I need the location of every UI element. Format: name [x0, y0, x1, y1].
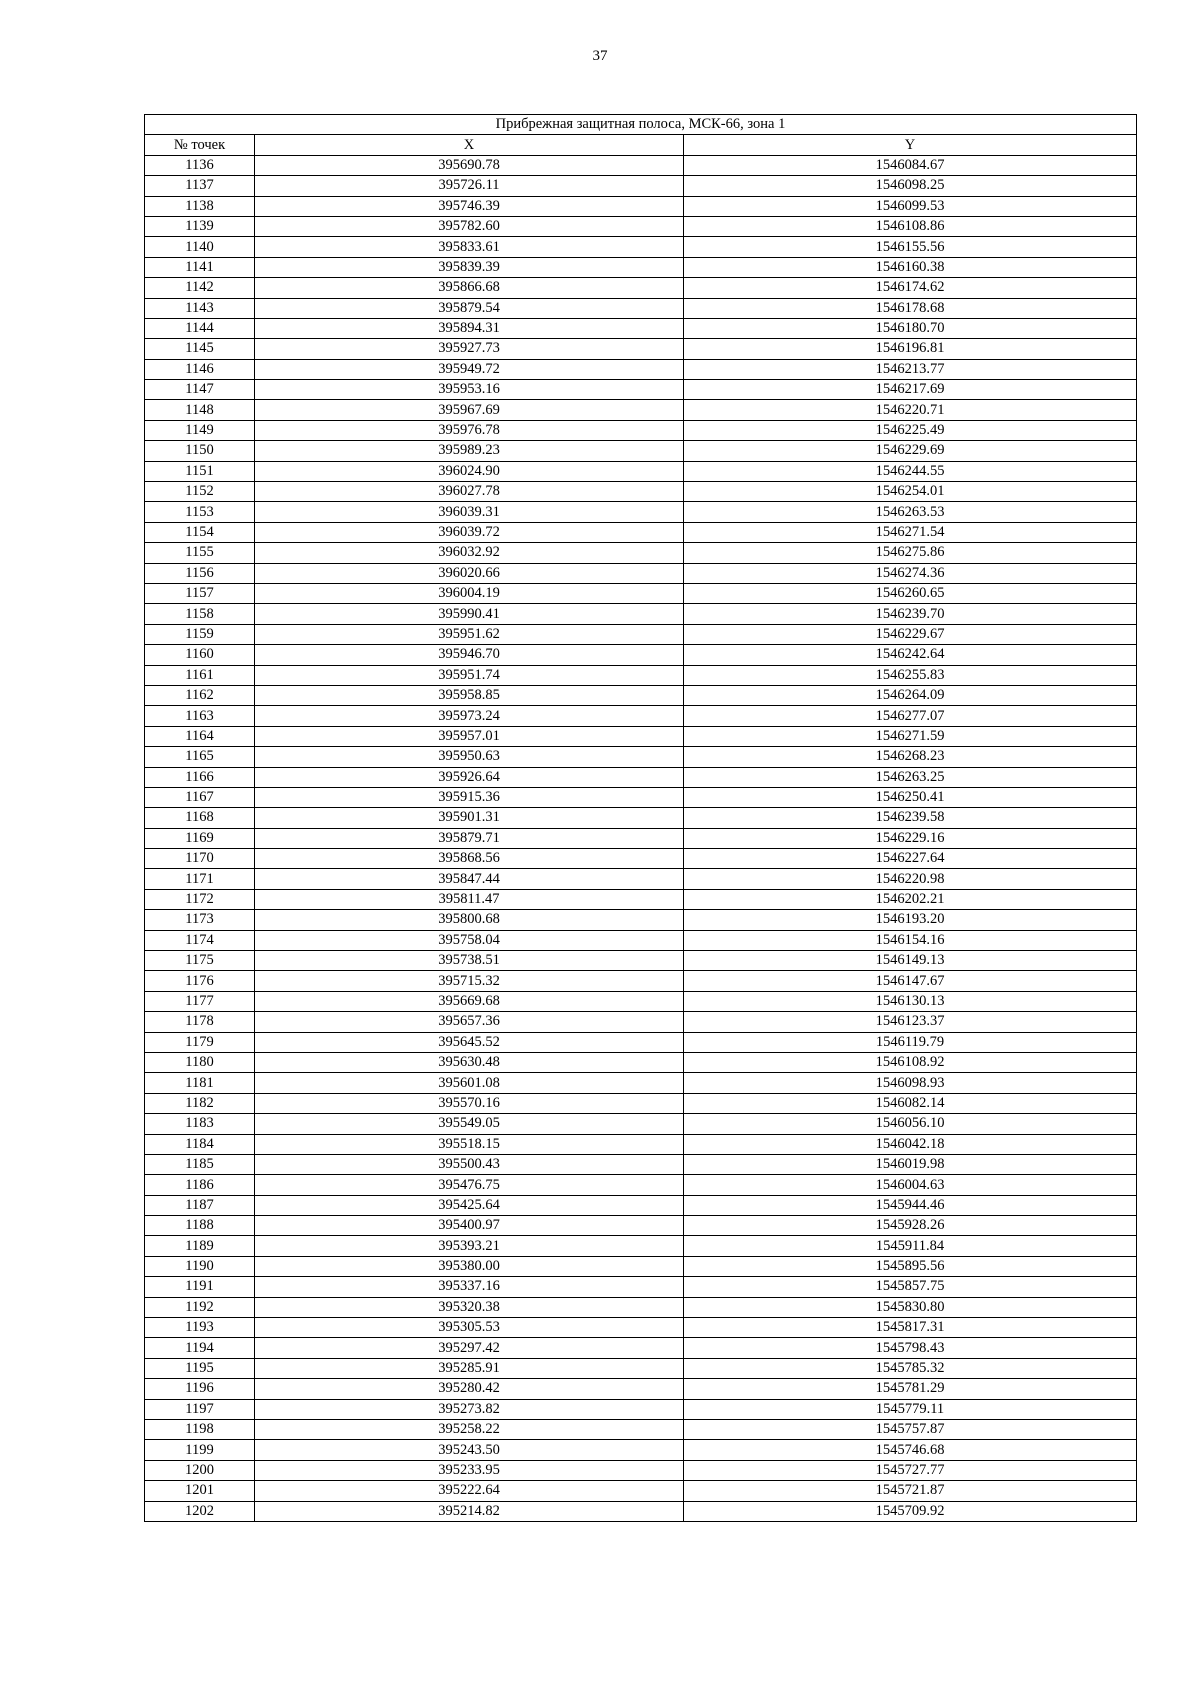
table-row	[145, 1277, 1137, 1297]
cell-point-number: 1160	[145, 645, 255, 665]
cell-x: 395782.60	[255, 216, 684, 236]
cell-x: 395214.82	[255, 1501, 684, 1521]
cell-x: 395989.23	[255, 441, 684, 461]
cell-x: 395630.48	[255, 1052, 684, 1072]
cell-point-number: 1142	[145, 278, 255, 298]
cell-point-number: 1147	[145, 380, 255, 400]
table-row	[145, 237, 1137, 257]
cell-point-number: 1178	[145, 1012, 255, 1032]
table-row	[145, 339, 1137, 359]
table-row	[145, 176, 1137, 196]
cell-point-number: 1186	[145, 1175, 255, 1195]
cell-point-number: 1177	[145, 991, 255, 1011]
cell-point-number: 1148	[145, 400, 255, 420]
cell-y: 1546250.41	[684, 787, 1137, 807]
cell-x: 395833.61	[255, 237, 684, 257]
table-row	[145, 1501, 1137, 1521]
table-row	[145, 828, 1137, 848]
cell-y: 1546180.70	[684, 318, 1137, 338]
cell-point-number: 1191	[145, 1277, 255, 1297]
cell-y: 1546160.38	[684, 257, 1137, 277]
cell-point-number: 1158	[145, 604, 255, 624]
cell-y: 1546119.79	[684, 1032, 1137, 1052]
cell-x: 395879.54	[255, 298, 684, 318]
cell-point-number: 1163	[145, 706, 255, 726]
cell-point-number: 1140	[145, 237, 255, 257]
cell-x: 395233.95	[255, 1460, 684, 1480]
cell-y: 1545785.32	[684, 1358, 1137, 1378]
cell-x: 396027.78	[255, 482, 684, 502]
cell-point-number: 1196	[145, 1379, 255, 1399]
cell-point-number: 1137	[145, 176, 255, 196]
cell-point-number: 1156	[145, 563, 255, 583]
cell-x: 395967.69	[255, 400, 684, 420]
table-row	[145, 482, 1137, 502]
table-row	[145, 502, 1137, 522]
cell-point-number: 1174	[145, 930, 255, 950]
cell-point-number: 1153	[145, 502, 255, 522]
table-row	[145, 441, 1137, 461]
cell-y: 1545779.11	[684, 1399, 1137, 1419]
cell-point-number: 1201	[145, 1481, 255, 1501]
cell-point-number: 1190	[145, 1256, 255, 1276]
cell-point-number: 1150	[145, 441, 255, 461]
cell-y: 1546019.98	[684, 1154, 1137, 1174]
cell-x: 395866.68	[255, 278, 684, 298]
cell-x: 395222.64	[255, 1481, 684, 1501]
cell-y: 1546174.62	[684, 278, 1137, 298]
table-row	[145, 1114, 1137, 1134]
table-row	[145, 1358, 1137, 1378]
cell-y: 1546084.67	[684, 155, 1137, 175]
cell-y: 1546255.83	[684, 665, 1137, 685]
table-row	[145, 910, 1137, 930]
table-row	[145, 665, 1137, 685]
cell-y: 1546263.25	[684, 767, 1137, 787]
table-title: Прибрежная защитная полоса, МСК-66, зона 1	[145, 115, 1137, 135]
table-row	[145, 951, 1137, 971]
table-row	[145, 726, 1137, 746]
cell-point-number: 1144	[145, 318, 255, 338]
table-row	[145, 380, 1137, 400]
table-row	[145, 1195, 1137, 1215]
cell-point-number: 1139	[145, 216, 255, 236]
table-row	[145, 1420, 1137, 1440]
cell-y: 1546123.37	[684, 1012, 1137, 1032]
cell-point-number: 1138	[145, 196, 255, 216]
cell-y: 1546242.64	[684, 645, 1137, 665]
table-row	[145, 1134, 1137, 1154]
cell-y: 1546202.21	[684, 889, 1137, 909]
cell-y: 1546147.67	[684, 971, 1137, 991]
cell-point-number: 1188	[145, 1216, 255, 1236]
cell-point-number: 1155	[145, 543, 255, 563]
cell-y: 1545709.92	[684, 1501, 1137, 1521]
cell-y: 1546239.58	[684, 808, 1137, 828]
table-row	[145, 257, 1137, 277]
header-point-number: № точек	[145, 135, 255, 155]
table-row	[145, 1460, 1137, 1480]
cell-x: 395990.41	[255, 604, 684, 624]
table-row	[145, 991, 1137, 1011]
cell-x: 395973.24	[255, 706, 684, 726]
cell-point-number: 1151	[145, 461, 255, 481]
cell-x: 395758.04	[255, 930, 684, 950]
cell-x: 395957.01	[255, 726, 684, 746]
cell-x: 395400.97	[255, 1216, 684, 1236]
cell-x: 395337.16	[255, 1277, 684, 1297]
cell-y: 1546149.13	[684, 951, 1137, 971]
cell-x: 395953.16	[255, 380, 684, 400]
table-row	[145, 278, 1137, 298]
cell-x: 396004.19	[255, 583, 684, 603]
cell-x: 395958.85	[255, 685, 684, 705]
cell-x: 395320.38	[255, 1297, 684, 1317]
cell-y: 1546220.71	[684, 400, 1137, 420]
table-row	[145, 849, 1137, 869]
cell-point-number: 1198	[145, 1420, 255, 1440]
cell-point-number: 1192	[145, 1297, 255, 1317]
cell-point-number: 1202	[145, 1501, 255, 1521]
cell-x: 395949.72	[255, 359, 684, 379]
table-row	[145, 1379, 1137, 1399]
cell-y: 1545757.87	[684, 1420, 1137, 1440]
cell-y: 1546275.86	[684, 543, 1137, 563]
cell-y: 1545857.75	[684, 1277, 1137, 1297]
cell-point-number: 1149	[145, 420, 255, 440]
cell-x: 395243.50	[255, 1440, 684, 1460]
cell-x: 395500.43	[255, 1154, 684, 1174]
cell-y: 1546229.16	[684, 828, 1137, 848]
cell-y: 1546274.36	[684, 563, 1137, 583]
cell-x: 395738.51	[255, 951, 684, 971]
cell-x: 396032.92	[255, 543, 684, 563]
cell-x: 395811.47	[255, 889, 684, 909]
cell-point-number: 1154	[145, 522, 255, 542]
cell-x: 395868.56	[255, 849, 684, 869]
cell-x: 395690.78	[255, 155, 684, 175]
cell-point-number: 1168	[145, 808, 255, 828]
cell-point-number: 1173	[145, 910, 255, 930]
cell-point-number: 1152	[145, 482, 255, 502]
cell-y: 1546108.92	[684, 1052, 1137, 1072]
cell-x: 395901.31	[255, 808, 684, 828]
cell-y: 1546220.98	[684, 869, 1137, 889]
table-row	[145, 155, 1137, 175]
cell-point-number: 1176	[145, 971, 255, 991]
cell-x: 395927.73	[255, 339, 684, 359]
cell-y: 1546155.56	[684, 237, 1137, 257]
cell-y: 1546056.10	[684, 1114, 1137, 1134]
cell-x: 396024.90	[255, 461, 684, 481]
cell-x: 395669.68	[255, 991, 684, 1011]
table-row	[145, 1073, 1137, 1093]
cell-x: 395657.36	[255, 1012, 684, 1032]
cell-point-number: 1141	[145, 257, 255, 277]
cell-y: 1546229.69	[684, 441, 1137, 461]
cell-x: 395518.15	[255, 1134, 684, 1154]
table-row	[145, 1012, 1137, 1032]
table-row	[145, 1256, 1137, 1276]
table-row	[145, 1175, 1137, 1195]
cell-x: 395976.78	[255, 420, 684, 440]
table-row	[145, 420, 1137, 440]
cell-y: 1546193.20	[684, 910, 1137, 930]
table-row	[145, 706, 1137, 726]
header-x: X	[255, 135, 684, 155]
coordinates-table	[144, 114, 1137, 1522]
cell-y: 1546239.70	[684, 604, 1137, 624]
cell-y: 1546271.59	[684, 726, 1137, 746]
cell-x: 395715.32	[255, 971, 684, 991]
cell-point-number: 1184	[145, 1134, 255, 1154]
cell-point-number: 1143	[145, 298, 255, 318]
table-row	[145, 522, 1137, 542]
cell-x: 395951.62	[255, 624, 684, 644]
table-row	[145, 1216, 1137, 1236]
cell-point-number: 1195	[145, 1358, 255, 1378]
table-body	[145, 155, 1137, 1521]
cell-y: 1546178.68	[684, 298, 1137, 318]
cell-x: 395726.11	[255, 176, 684, 196]
cell-point-number: 1167	[145, 787, 255, 807]
cell-x: 395746.39	[255, 196, 684, 216]
cell-y: 1545928.26	[684, 1216, 1137, 1236]
table-row	[145, 889, 1137, 909]
table-row	[145, 767, 1137, 787]
cell-point-number: 1146	[145, 359, 255, 379]
cell-point-number: 1159	[145, 624, 255, 644]
cell-y: 1545944.46	[684, 1195, 1137, 1215]
table-row	[145, 563, 1137, 583]
cell-point-number: 1180	[145, 1052, 255, 1072]
table-row	[145, 685, 1137, 705]
cell-y: 1545721.87	[684, 1481, 1137, 1501]
cell-x: 395297.42	[255, 1338, 684, 1358]
table-row	[145, 583, 1137, 603]
cell-y: 1546004.63	[684, 1175, 1137, 1195]
cell-x: 395425.64	[255, 1195, 684, 1215]
cell-point-number: 1171	[145, 869, 255, 889]
cell-y: 1545911.84	[684, 1236, 1137, 1256]
cell-point-number: 1164	[145, 726, 255, 746]
cell-y: 1546154.16	[684, 930, 1137, 950]
table-row	[145, 971, 1137, 991]
cell-y: 1546217.69	[684, 380, 1137, 400]
table-row	[145, 787, 1137, 807]
cell-x: 395946.70	[255, 645, 684, 665]
table-row	[145, 1297, 1137, 1317]
table-row	[145, 1032, 1137, 1052]
cell-point-number: 1194	[145, 1338, 255, 1358]
table-row	[145, 930, 1137, 950]
table-row	[145, 1440, 1137, 1460]
cell-y: 1546244.55	[684, 461, 1137, 481]
cell-x: 395285.91	[255, 1358, 684, 1378]
table-header-row	[145, 135, 1137, 155]
cell-y: 1545895.56	[684, 1256, 1137, 1276]
table-row	[145, 1236, 1137, 1256]
cell-y: 1546196.81	[684, 339, 1137, 359]
cell-y: 1546264.09	[684, 685, 1137, 705]
cell-y: 1546229.67	[684, 624, 1137, 644]
table-row	[145, 543, 1137, 563]
cell-x: 395476.75	[255, 1175, 684, 1195]
table-row	[145, 400, 1137, 420]
table-row	[145, 1052, 1137, 1072]
cell-y: 1546130.13	[684, 991, 1137, 1011]
cell-point-number: 1165	[145, 747, 255, 767]
cell-point-number: 1193	[145, 1318, 255, 1338]
cell-y: 1546108.86	[684, 216, 1137, 236]
table-row	[145, 624, 1137, 644]
table-row	[145, 298, 1137, 318]
table-row	[145, 604, 1137, 624]
table-row	[145, 359, 1137, 379]
cell-point-number: 1161	[145, 665, 255, 685]
cell-point-number: 1157	[145, 583, 255, 603]
cell-point-number: 1187	[145, 1195, 255, 1215]
cell-y: 1546271.54	[684, 522, 1137, 542]
cell-point-number: 1179	[145, 1032, 255, 1052]
cell-x: 395570.16	[255, 1093, 684, 1113]
cell-y: 1546098.25	[684, 176, 1137, 196]
cell-x: 395915.36	[255, 787, 684, 807]
cell-x: 395280.42	[255, 1379, 684, 1399]
cell-x: 396039.72	[255, 522, 684, 542]
table-row	[145, 808, 1137, 828]
cell-x: 395601.08	[255, 1073, 684, 1093]
cell-x: 395273.82	[255, 1399, 684, 1419]
cell-x: 395951.74	[255, 665, 684, 685]
cell-x: 395258.22	[255, 1420, 684, 1440]
table-row	[145, 1399, 1137, 1419]
cell-y: 1546263.53	[684, 502, 1137, 522]
cell-y: 1545746.68	[684, 1440, 1137, 1460]
table-row	[145, 1154, 1137, 1174]
table-row	[145, 1338, 1137, 1358]
cell-x: 396020.66	[255, 563, 684, 583]
cell-x: 395950.63	[255, 747, 684, 767]
cell-x: 395879.71	[255, 828, 684, 848]
table-row	[145, 1093, 1137, 1113]
cell-y: 1546277.07	[684, 706, 1137, 726]
cell-y: 1546042.18	[684, 1134, 1137, 1154]
cell-point-number: 1197	[145, 1399, 255, 1419]
cell-x: 395894.31	[255, 318, 684, 338]
cell-y: 1545727.77	[684, 1460, 1137, 1480]
cell-point-number: 1182	[145, 1093, 255, 1113]
cell-point-number: 1166	[145, 767, 255, 787]
cell-y: 1545781.29	[684, 1379, 1137, 1399]
cell-y: 1546099.53	[684, 196, 1137, 216]
cell-y: 1546225.49	[684, 420, 1137, 440]
cell-y: 1546098.93	[684, 1073, 1137, 1093]
table-row	[145, 645, 1137, 665]
cell-x: 395839.39	[255, 257, 684, 277]
cell-x: 395549.05	[255, 1114, 684, 1134]
cell-point-number: 1136	[145, 155, 255, 175]
table-row	[145, 196, 1137, 216]
cell-y: 1546260.65	[684, 583, 1137, 603]
cell-point-number: 1169	[145, 828, 255, 848]
cell-point-number: 1172	[145, 889, 255, 909]
cell-x: 395645.52	[255, 1032, 684, 1052]
cell-point-number: 1183	[145, 1114, 255, 1134]
cell-x: 395380.00	[255, 1256, 684, 1276]
cell-y: 1545830.80	[684, 1297, 1137, 1317]
table-row	[145, 747, 1137, 767]
table-row	[145, 1481, 1137, 1501]
cell-x: 395847.44	[255, 869, 684, 889]
cell-y: 1546227.64	[684, 849, 1137, 869]
cell-point-number: 1181	[145, 1073, 255, 1093]
cell-x: 396039.31	[255, 502, 684, 522]
cell-x: 395926.64	[255, 767, 684, 787]
cell-point-number: 1189	[145, 1236, 255, 1256]
cell-x: 395800.68	[255, 910, 684, 930]
cell-point-number: 1145	[145, 339, 255, 359]
cell-point-number: 1185	[145, 1154, 255, 1174]
cell-x: 395305.53	[255, 1318, 684, 1338]
cell-point-number: 1170	[145, 849, 255, 869]
table-row	[145, 1318, 1137, 1338]
table-row	[145, 461, 1137, 481]
header-y: Y	[684, 135, 1137, 155]
cell-point-number: 1200	[145, 1460, 255, 1480]
cell-point-number: 1199	[145, 1440, 255, 1460]
cell-x: 395393.21	[255, 1236, 684, 1256]
page-number: 37	[592, 48, 608, 64]
table-row	[145, 869, 1137, 889]
table-row	[145, 216, 1137, 236]
cell-point-number: 1162	[145, 685, 255, 705]
cell-y: 1546254.01	[684, 482, 1137, 502]
cell-point-number: 1175	[145, 951, 255, 971]
table-title-row	[145, 115, 1137, 135]
cell-y: 1546082.14	[684, 1093, 1137, 1113]
cell-y: 1545798.43	[684, 1338, 1137, 1358]
cell-y: 1546213.77	[684, 359, 1137, 379]
table-row	[145, 318, 1137, 338]
cell-y: 1545817.31	[684, 1318, 1137, 1338]
cell-y: 1546268.23	[684, 747, 1137, 767]
